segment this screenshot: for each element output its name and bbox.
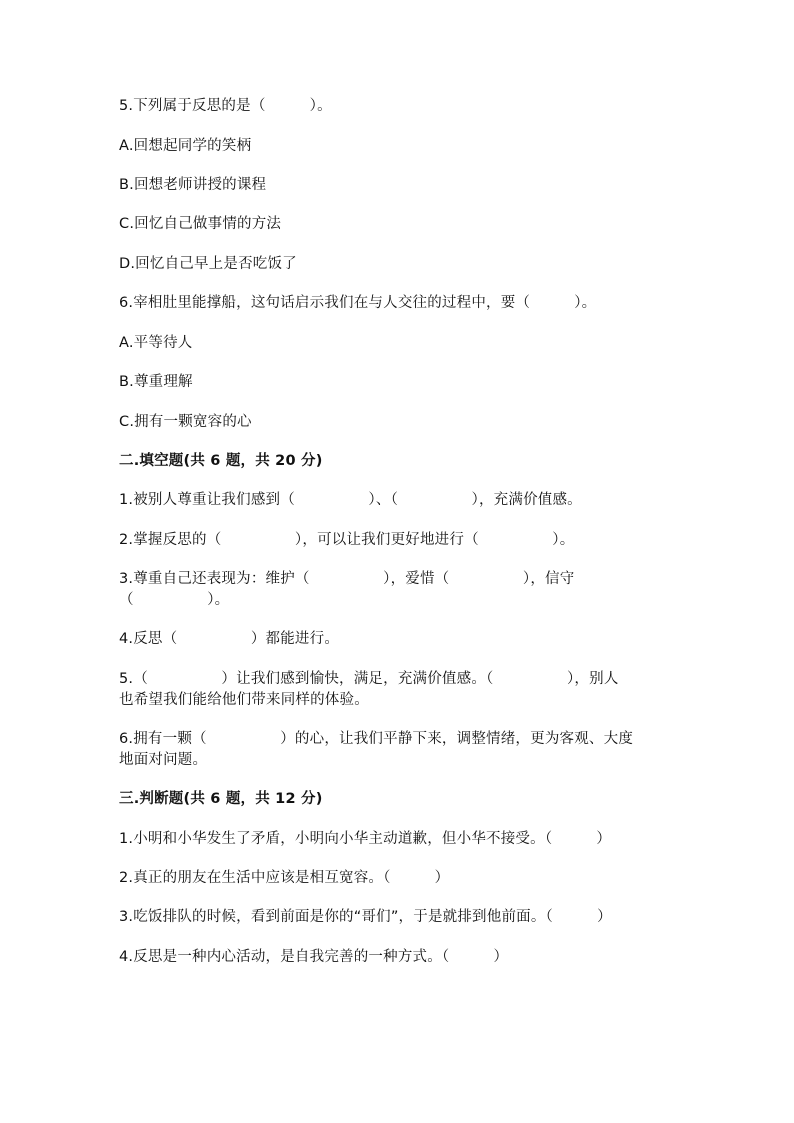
judge-question-2: 2.真正的朋友在生活中应该是相互宽容。（ ） bbox=[119, 870, 450, 886]
question-5-stem: 5.下列属于反思的是（ ）。 bbox=[119, 98, 332, 114]
section-2-heading: 二.填空题(共 6 题，共 20 分) bbox=[119, 453, 323, 469]
question-6-option-b: B.尊重理解 bbox=[119, 374, 193, 390]
fill-question-2: 2.掌握反思的（ ），可以让我们更好地进行（ ）。 bbox=[119, 532, 575, 548]
fill-question-5-line-2: 也希望我们能给他们带来同样的体验。 bbox=[119, 692, 369, 708]
fill-question-1: 1.被别人尊重让我们感到（ ）、（ ），充满价值感。 bbox=[119, 492, 582, 508]
fill-question-3-line-2: （ ）。 bbox=[119, 592, 230, 608]
question-5-option-a: A.回想起同学的笑柄 bbox=[119, 138, 252, 154]
fill-question-5-line-1: 5.（ ）让我们感到愉快，满足，充满价值感。（ ），别人 bbox=[119, 671, 619, 687]
question-6-stem: 6.宰相肚里能撑船，这句话启示我们在与人交往的过程中，要（ ）。 bbox=[119, 295, 597, 311]
fill-question-3-line-1: 3.尊重自己还表现为：维护（ ），爱惜（ ），信守 bbox=[119, 571, 575, 587]
judge-question-1: 1.小明和小华发生了矛盾，小明向小华主动道歉，但小华不接受。（ ） bbox=[119, 831, 612, 847]
judge-question-4: 4.反思是一种内心活动，是自我完善的一种方式。（ ） bbox=[119, 949, 509, 965]
fill-question-6-line-2: 地面对问题。 bbox=[119, 752, 208, 768]
question-5-option-c: C.回忆自己做事情的方法 bbox=[119, 216, 282, 232]
fill-question-6-line-1: 6.拥有一颗（ ）的心，让我们平静下来，调整情绪，更为客观、大度 bbox=[119, 731, 634, 747]
section-3-heading: 三.判断题(共 6 题，共 12 分) bbox=[119, 791, 323, 807]
judge-question-3: 3.吃饭排队的时候，看到前面是你的“哥们”，于是就排到他前面。（ ） bbox=[119, 909, 612, 925]
fill-question-4: 4.反思（ ）都能进行。 bbox=[119, 631, 340, 647]
question-6-option-a: A.平等待人 bbox=[119, 335, 193, 351]
question-5-option-d: D.回忆自己早上是否吃饭了 bbox=[119, 256, 297, 272]
question-5-option-b: B.回想老师讲授的课程 bbox=[119, 177, 267, 193]
question-6-option-c: C.拥有一颗宽容的心 bbox=[119, 414, 252, 430]
